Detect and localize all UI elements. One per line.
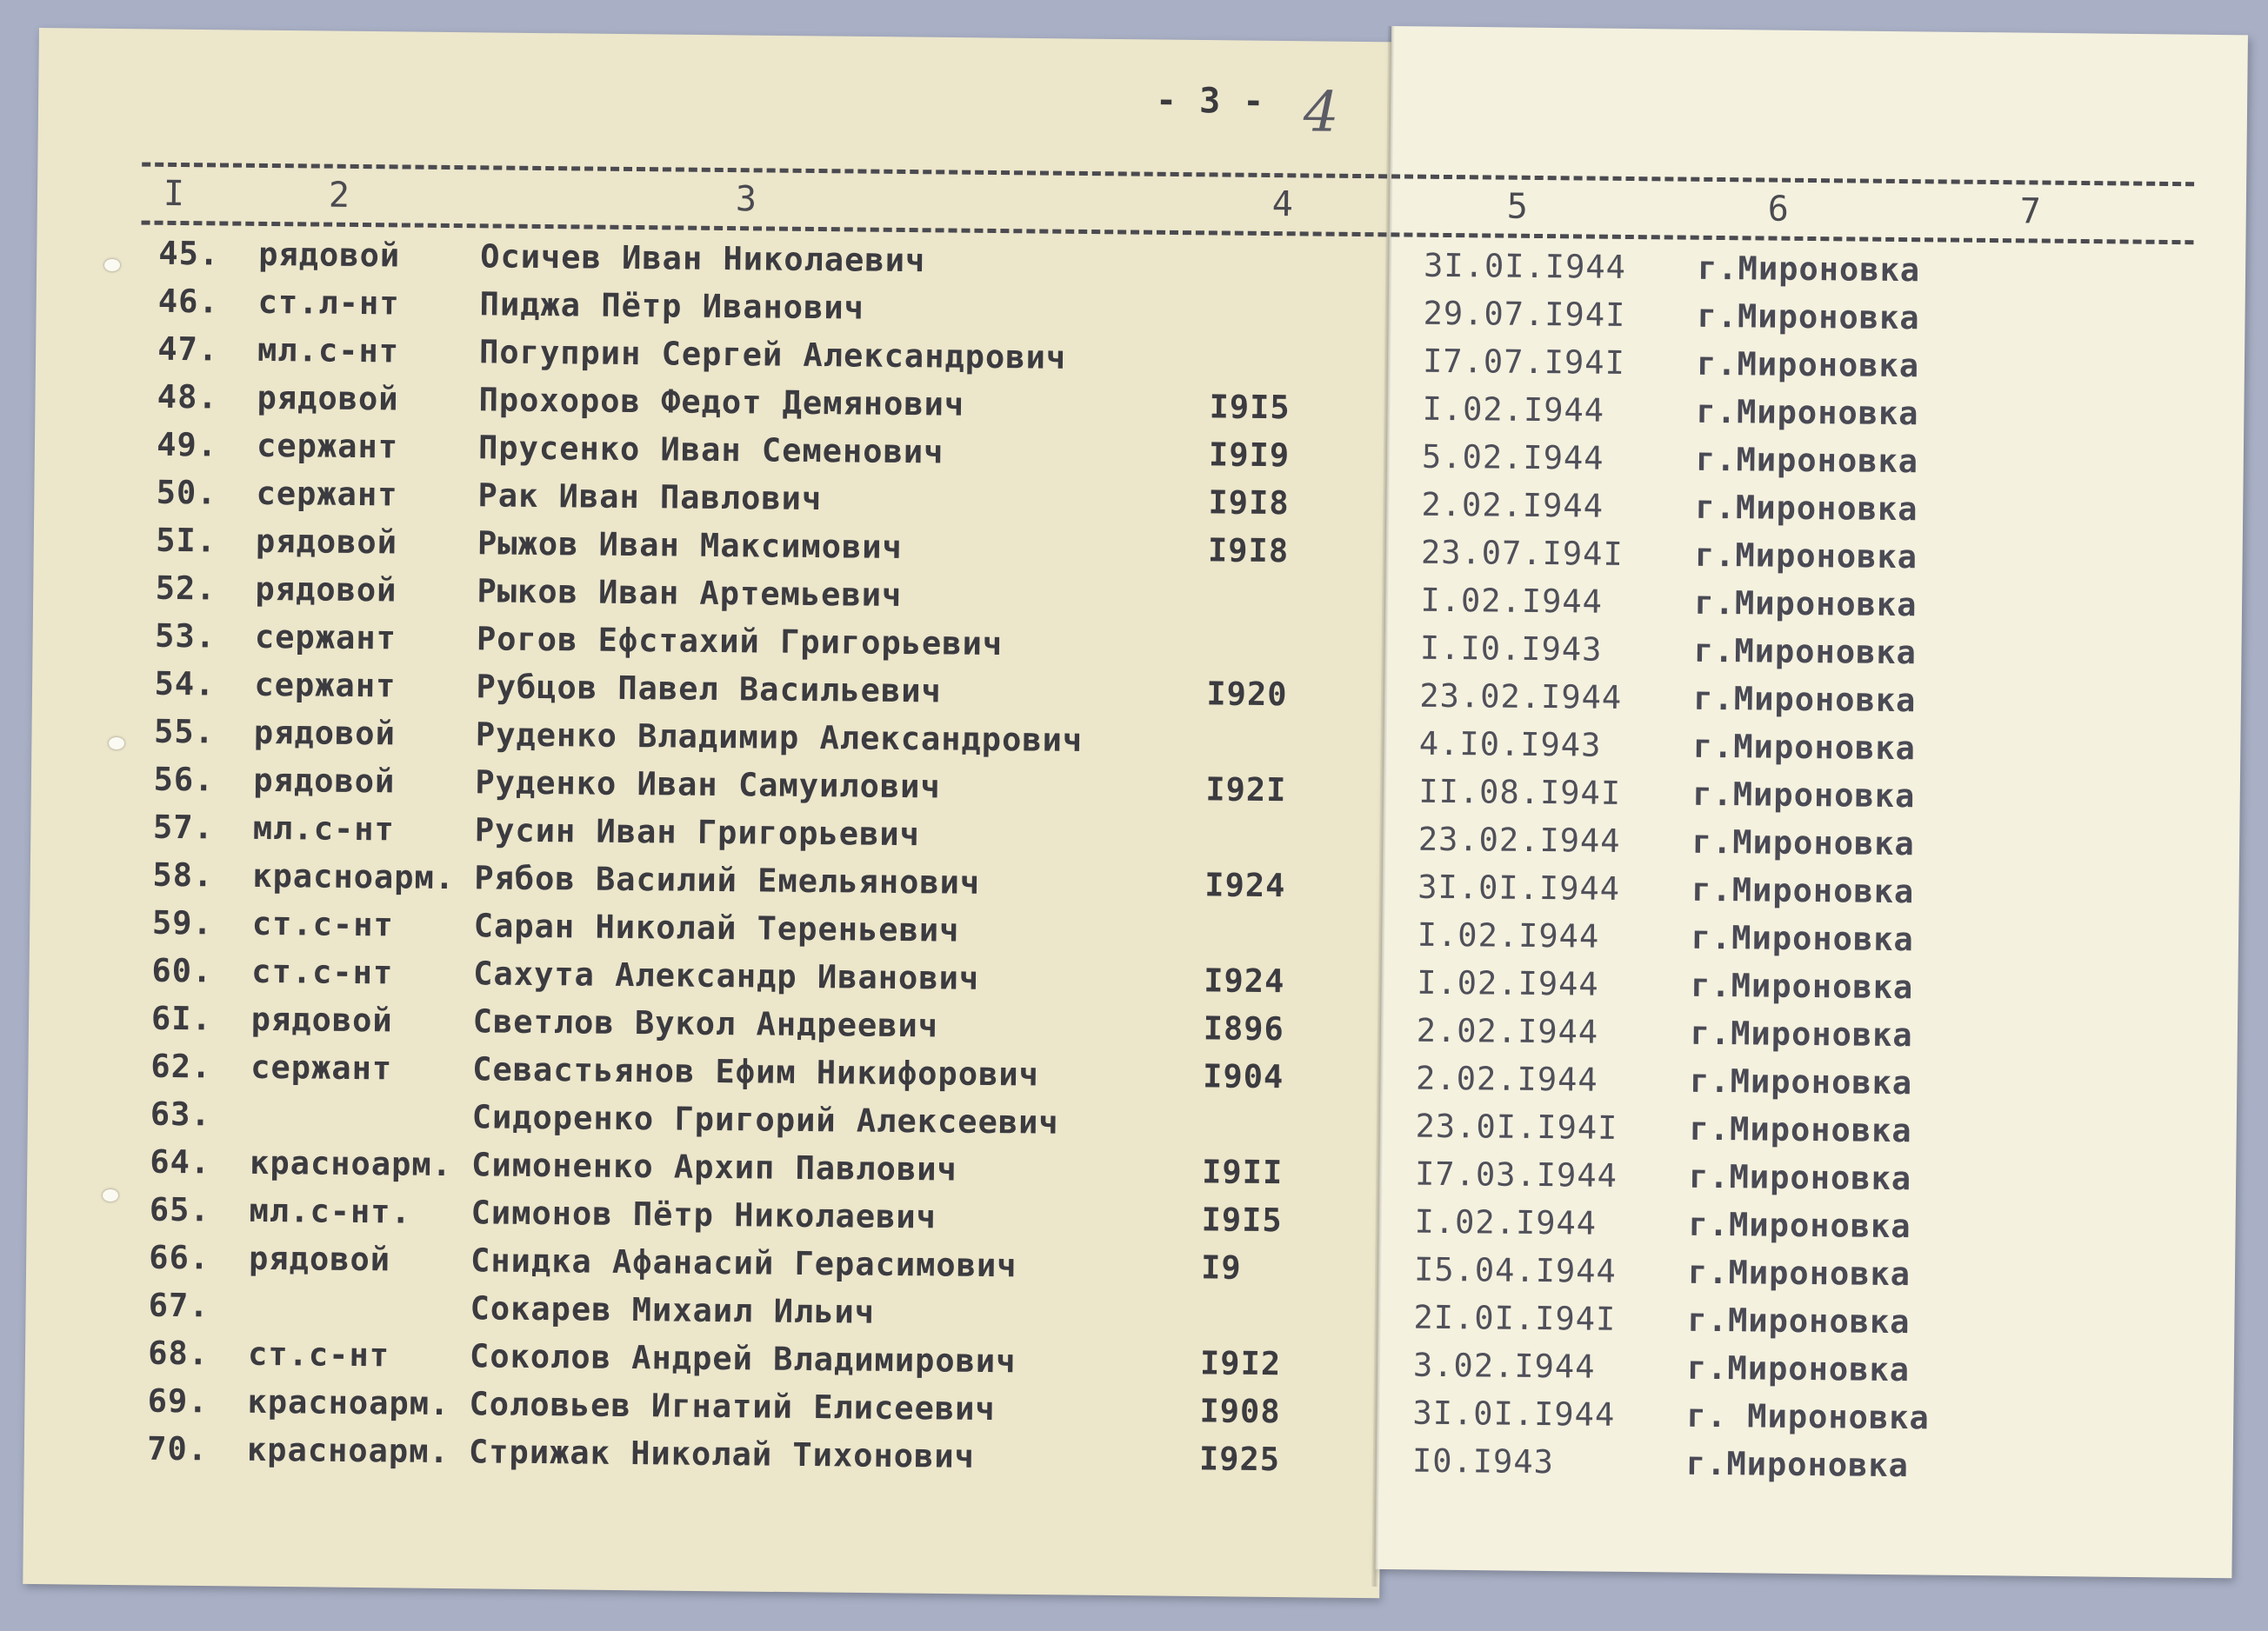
row-number: 63.: [150, 1095, 211, 1134]
military-rank: рядовой: [253, 713, 397, 753]
column-header-2: 2: [328, 175, 350, 216]
birth-year: I925: [1198, 1440, 1281, 1479]
burial-place: г.Мироновка: [1691, 870, 1915, 911]
row-number: 66.: [149, 1238, 210, 1277]
row-number: 55.: [153, 712, 216, 751]
death-date: 23.02.I944: [1418, 820, 1621, 860]
row-number: 69.: [147, 1381, 209, 1421]
person-name: Рогов Ефстахий Григорьевич: [476, 620, 1004, 663]
row-number: 53.: [154, 616, 217, 656]
birth-year: I924: [1204, 866, 1286, 905]
burial-place: г.Мироновка: [1689, 1062, 1913, 1102]
military-rank: красноарм.: [249, 1143, 453, 1184]
burial-place: г.Мироновка: [1689, 1109, 1912, 1150]
death-date: 23.02.I944: [1419, 676, 1623, 716]
header-rule-top: [142, 163, 2194, 187]
death-date: I.02.I944: [1417, 963, 1599, 1003]
birth-year: I9I5: [1201, 1201, 1283, 1240]
death-date: I.02.I944: [1417, 915, 1600, 955]
person-name: Севастьянов Ефим Никифорович: [472, 1050, 1040, 1094]
row-number: 45.: [158, 234, 220, 273]
death-date: 23.07.I94I: [1420, 533, 1624, 573]
military-rank: ст.с-нт: [251, 952, 394, 992]
row-number: 67.: [148, 1286, 210, 1325]
military-rank: рядовой: [257, 378, 399, 418]
birth-year: I9I5: [1209, 388, 1291, 427]
column-headers: [0, 0, 2268, 232]
burial-place: г. Мироновка: [1686, 1396, 1930, 1437]
column-header-3: 3: [735, 179, 757, 220]
column-header-4: 4: [1271, 184, 1294, 225]
death-date: 3I.0I.I944: [1412, 1394, 1616, 1434]
military-rank: красноарм.: [247, 1382, 450, 1423]
military-rank: рядовой: [258, 235, 401, 275]
birth-year: I92I: [1205, 770, 1287, 809]
person-name: Соловьев Игнатий Елисеевич: [469, 1385, 996, 1428]
person-name: Прусенко Иван Семенович: [477, 429, 944, 471]
military-rank: сержант: [256, 426, 399, 466]
burial-place: г.Мироновка: [1686, 1348, 1911, 1389]
burial-place: г.Мироновка: [1693, 631, 1918, 672]
birth-year: I904: [1202, 1057, 1284, 1096]
military-rank: ст.с-нт: [251, 904, 394, 944]
row-number: 48.: [157, 377, 218, 416]
row-number: 57.: [152, 808, 215, 847]
burial-place: г.Мироновка: [1694, 583, 1918, 624]
column-header-7: 7: [2019, 191, 2042, 232]
row-number: 58.: [152, 855, 214, 895]
death-date: II.08.I94I: [1418, 772, 1622, 812]
handwritten-page-number: 4: [1303, 80, 1339, 145]
military-rank: мл.с-нт.: [249, 1191, 412, 1231]
burial-place: г.Мироновка: [1694, 536, 1918, 576]
birth-year: I9II: [1201, 1153, 1284, 1192]
death-date: I7.03.I944: [1414, 1155, 1618, 1195]
military-rank: мл.с-нт: [257, 330, 400, 370]
row-number: 49.: [157, 425, 218, 464]
person-name: Рыжов Иван Максимович: [477, 524, 904, 566]
person-name: Рак Иван Павлович: [477, 476, 823, 518]
person-name: Стрижак Николай Тихонович: [468, 1433, 976, 1475]
death-date: 23.0I.I94I: [1415, 1107, 1618, 1147]
burial-place: г.Мироновка: [1697, 249, 1921, 290]
death-date: 3I.0I.I944: [1418, 868, 1621, 908]
person-name: Рубцов Павел Васильевич: [476, 668, 942, 710]
person-name: Русин Иван Григорьевич: [474, 811, 921, 854]
military-rank: сержант: [256, 474, 398, 514]
person-name: Осичев Иван Николаевич: [479, 237, 926, 280]
person-name: Руденко Иван Самуилович: [475, 763, 941, 806]
burial-place: г.Мироновка: [1691, 918, 1914, 959]
military-rank: рядовой: [248, 1239, 391, 1279]
row-number: 50.: [156, 473, 217, 512]
person-name: Прохоров Федот Демянович: [478, 381, 965, 423]
burial-place: г.Мироновка: [1692, 775, 1916, 816]
row-number: 60.: [151, 951, 213, 990]
military-rank: ст.л-нт: [257, 283, 400, 323]
death-date: I.02.I944: [1422, 389, 1605, 429]
burial-place: г.Мироновка: [1697, 296, 1920, 337]
birth-year: I896: [1203, 1009, 1285, 1048]
birth-year: I9: [1200, 1248, 1242, 1287]
page-number: - 3 -: [1155, 80, 1265, 122]
row-number: 6I.: [150, 999, 212, 1038]
burial-place: г.Мироновка: [1695, 440, 1919, 481]
person-name: Руденко Владимир Александрович: [475, 716, 1084, 759]
person-name: Снидка Афанасий Герасимович: [470, 1242, 1017, 1285]
death-date: 5.02.I944: [1421, 437, 1604, 477]
birth-year: I9I8: [1207, 531, 1290, 570]
military-rank: рядовой: [255, 569, 397, 609]
row-number: 62.: [150, 1047, 212, 1086]
column-header-5: 5: [1506, 186, 1529, 227]
row-number: 56.: [153, 760, 215, 799]
military-rank: сержант: [254, 617, 397, 657]
birth-year: I920: [1206, 675, 1288, 714]
person-name: Симонов Пётр Николаевич: [470, 1194, 937, 1236]
military-rank: красноарм.: [246, 1430, 450, 1471]
burial-place: г.Мироновка: [1695, 488, 1918, 529]
death-date: 2.02.I944: [1421, 485, 1604, 525]
birth-year: I908: [1199, 1392, 1281, 1431]
burial-place: г.Мироновка: [1687, 1253, 1911, 1294]
birth-year: I9I2: [1199, 1344, 1282, 1383]
military-rank: сержант: [250, 1048, 393, 1088]
birth-year: I9I9: [1208, 436, 1291, 475]
person-name: Рябов Василий Емельянович: [474, 859, 981, 902]
death-date: 3I.0I.I944: [1423, 246, 1627, 286]
row-number: 47.: [157, 330, 219, 369]
burial-place: г.Мироновка: [1691, 966, 1914, 1007]
burial-place: г.Мироновка: [1696, 392, 1919, 433]
death-date: 2.02.I944: [1415, 1059, 1598, 1099]
death-date: 2.02.I944: [1416, 1011, 1599, 1051]
person-name: Сахута Александр Иванович: [473, 955, 980, 997]
birth-year: I9I8: [1208, 483, 1290, 523]
row-number: 46.: [157, 282, 219, 321]
row-number: 65.: [149, 1190, 210, 1229]
burial-place: г.Мироновка: [1691, 822, 1916, 863]
military-rank: мл.с-нт: [252, 809, 396, 849]
military-rank: рядовой: [255, 522, 398, 562]
burial-place: г.Мироновка: [1688, 1205, 1911, 1246]
death-date: I0.I943: [1411, 1441, 1555, 1481]
row-number: 52.: [155, 569, 217, 608]
row-number: 5I.: [156, 521, 217, 560]
burial-place: г.Мироновка: [1690, 1014, 1913, 1055]
death-date: 4.I0.I943: [1418, 724, 1602, 764]
death-date: I.I0.I943: [1419, 629, 1603, 669]
person-name: Погуприн Сергей Александрович: [478, 333, 1067, 376]
row-number: 68.: [148, 1334, 210, 1373]
person-name: Светлов Вукол Андреевич: [472, 1002, 939, 1045]
death-date: 29.07.I94I: [1423, 294, 1626, 334]
military-rank: рядовой: [253, 761, 396, 801]
person-name: Симоненко Архип Павлович: [470, 1146, 957, 1188]
birth-year: I924: [1204, 962, 1285, 1001]
row-number: 64.: [150, 1142, 211, 1182]
person-name: Пиджа Пётр Иванович: [479, 285, 865, 327]
burial-place: г.Мироновка: [1687, 1301, 1911, 1341]
person-name: Сокарев Михаил Ильич: [470, 1289, 876, 1331]
death-date: I.02.I944: [1420, 581, 1604, 621]
burial-place: г.Мироновка: [1696, 344, 1920, 385]
death-date: 2I.0I.I94I: [1413, 1298, 1617, 1338]
person-name: Саран Николай Тереньевич: [473, 907, 960, 949]
burial-place: г.Мироновка: [1685, 1444, 1910, 1485]
military-rank: ст.с-нт: [247, 1335, 390, 1375]
person-name: Рыков Иван Артемьевич: [477, 572, 903, 614]
person-name: Соколов Андрей Владимирович: [469, 1337, 1017, 1381]
death-date: I7.07.I94I: [1422, 342, 1626, 382]
military-rank: сержант: [254, 665, 397, 705]
burial-place: г.Мироновка: [1693, 679, 1917, 720]
military-rank: рядовой: [250, 1000, 393, 1040]
row-number: 59.: [151, 903, 214, 942]
row-number: 70.: [146, 1429, 209, 1468]
death-date: I5.04.I944: [1413, 1250, 1618, 1290]
person-name: Сидоренко Григорий Алексеевич: [471, 1098, 1059, 1142]
burial-place: г.Мироновка: [1692, 727, 1917, 768]
death-date: I.02.I944: [1414, 1202, 1598, 1242]
death-date: 3.02.I944: [1412, 1346, 1596, 1386]
row-number: 54.: [154, 664, 216, 703]
military-rank: красноарм.: [252, 856, 456, 897]
burial-place: г.Мироновка: [1688, 1157, 1912, 1198]
column-header-6: 6: [1767, 189, 1790, 230]
column-header-1: I: [163, 173, 185, 215]
